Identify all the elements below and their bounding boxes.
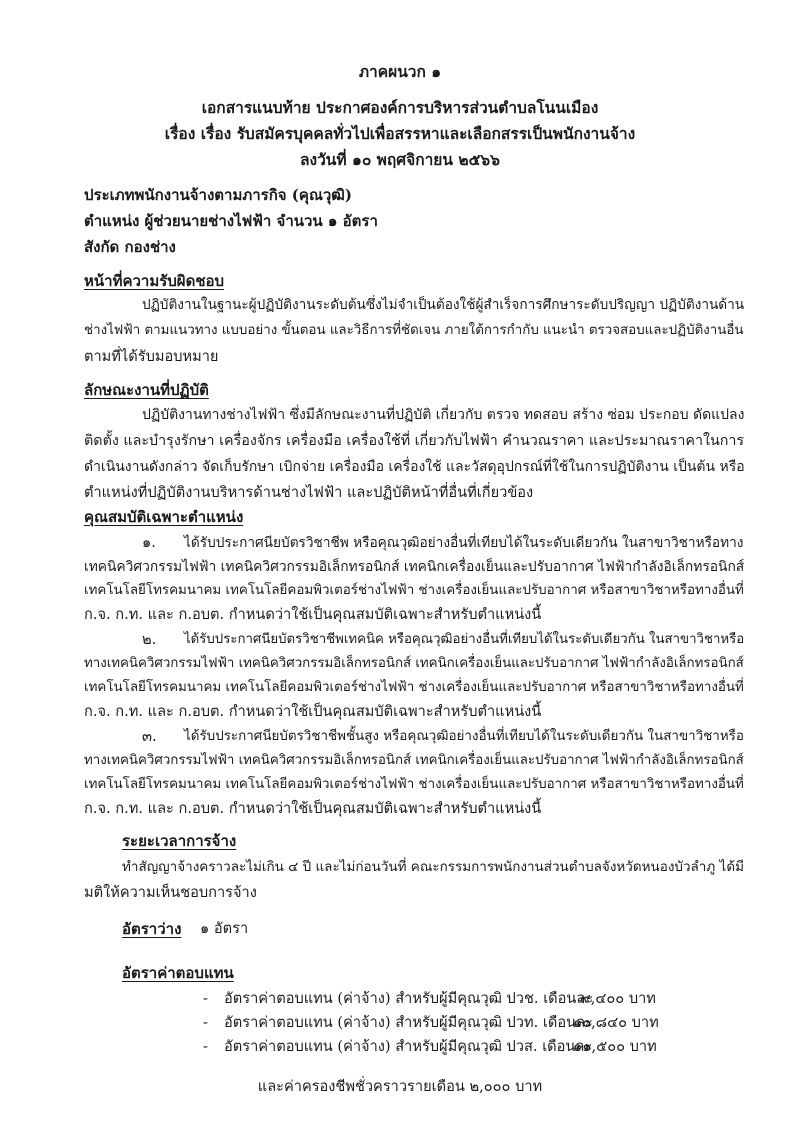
compensation-amount: ๑๑,๕๐๐ บาท bbox=[573, 1038, 657, 1055]
responsibilities-heading: หน้าที่ความรับผิดชอบ bbox=[84, 272, 225, 290]
qualification-line: ก.จ. ก.ท. และ ก.อบต. กำหนดว่าใช้เป็นคุณสมบัติเฉพาะสำหรับตำแหน่งนี้ bbox=[84, 703, 542, 720]
header-line-2: เอกสารแนบท้าย ประกาศองค์การบริหารส่วนตำบลโนนเมือง bbox=[201, 98, 599, 117]
vacancy-heading: อัตราว่าง bbox=[122, 920, 182, 938]
qualification-line: ทางเทคนิควิศวกรรมไฟฟ้า เทคนิควิศวกรรมอิเล็กทรอนิกส์ เทคนิกเครื่องเย็นและปรับอากาศ ไฟฟ้ากำลังอิเล็กทรอนิกส์ bbox=[84, 656, 744, 671]
qualification-line: ทางเทคนิควิศวกรรมไฟฟ้า เทคนิควิศวกรรมอิเล็กทรอนิกส์ เทคนิกเครื่องเย็นและปรับอากาศ ไฟฟ้ากำลังอิเล็กทรอนิกส์ bbox=[84, 753, 744, 768]
vacancy-value: ๑ อัตรา bbox=[200, 920, 249, 937]
compensation-item: อัตราค่าตอบแทน (ค่าจ้าง) สำหรับผู้มีคุณวุฒิ ปวท. เดือนละ bbox=[224, 1014, 593, 1031]
qualification-number: ๑. bbox=[142, 534, 156, 551]
period-line: มติให้ความเห็นชอบการจ้าง bbox=[84, 884, 257, 901]
annex-title: ภาคผนวก ๑ bbox=[358, 62, 442, 81]
qualification-line: เทคโนโลยีโทรคมนาคม เทคโนโลยีคอมพิวเตอร์ช่างไฟฟ้า ช่างเครื่องเย็นและปรับอากาศ หรือสาขาวิชาหรือทางอื่นที่ bbox=[84, 777, 744, 792]
qualification-line: ได้รับประกาศนียบัตรวิชาชีพชั้นสูง หรือคุณวุฒิอย่างอื่นที่เทียบได้ในระดับเดียวกัน ในสาขาวิชาหรือ bbox=[184, 729, 744, 744]
responsibilities-line: ปฏิบัติงานในฐานะผู้ปฏิบัติงานระดับต้นซึ่งไม่จำเป็นต้องใช้ผู้สำเร็จการศึกษาระดับปริญญา ปฏิบัติงานด้าน bbox=[142, 297, 745, 313]
qualification-line: ได้รับประกาศนียบัตรวิชาชีพ หรือคุณวุฒิอย่างอื่นที่เทียบได้ในระดับเดียวกัน ในสาขาวิชาหรือทาง bbox=[184, 535, 744, 551]
header-line-3: เรื่อง เรื่อง รับสมัครบุคคลทั่วไปเพื่อสรรหาและเลือกสรรเป็นพนักงานจ้าง bbox=[164, 124, 636, 143]
qualification-line: ได้รับประกาศนียบัตรวิชาชีพเทคนิค หรือคุณวุฒิอย่างอื่นที่เทียบได้ในระดับเดียวกัน ในสาขาวิชาหรือ bbox=[184, 632, 745, 647]
compensation-dash: - bbox=[203, 1014, 208, 1031]
compensation-dash: - bbox=[203, 990, 208, 1007]
qualification-line: เทคนิควิศวกรรมไฟฟ้า เทคนิควิศวกรรมอิเล็กทรอนิกส์ เทคนิกเครื่องเย็นและปรับอากาศ ไฟฟ้ากำลังอิเล็กทรอนิกส์ bbox=[84, 559, 745, 575]
position-department: สังกัด กองช่าง bbox=[84, 238, 176, 256]
duties-line: ตำแหน่งที่ปฏิบัติงานบริหารด้านช่างไฟฟ้า และปฏิบัติหน้าที่อื่นที่เกี่ยวข้อง bbox=[84, 484, 534, 501]
header-line-4: ลงวันที่ ๑๐ พฤศจิกายน ๒๕๖๖ bbox=[300, 150, 500, 169]
compensation-dash: - bbox=[203, 1038, 208, 1055]
period-heading: ระยะเวลาการจ้าง bbox=[122, 832, 237, 850]
qualification-number: ๒. bbox=[142, 631, 157, 648]
qualification-line: ก.จ. ก.ท. และ ก.อบต. กำหนดว่าใช้เป็นคุณสมบัติเฉพาะสำหรับตำแหน่งนี้ bbox=[84, 606, 542, 623]
qualification-number: ๓. bbox=[142, 728, 157, 745]
responsibilities-line: ตามที่ได้รับมอบหมาย bbox=[84, 348, 219, 365]
position-type: ประเภทพนักงานจ้างตามภารกิจ (คุณวุฒิ) bbox=[84, 186, 352, 204]
qualifications-heading: คุณสมบัติเฉพาะตำแหน่ง bbox=[84, 508, 244, 526]
compensation-amount: ๑๐,๘๔๐ บาท bbox=[573, 1014, 659, 1031]
position-title: ตำแหน่ง ผู้ช่วยนายช่างไฟฟ้า จำนวน ๑ อัตรา bbox=[84, 212, 378, 230]
cost-of-living-note: และค่าครองชีพชั่วคราวรายเดือน ๒,๐๐๐ บาท bbox=[257, 1078, 543, 1095]
compensation-amount: ๙,๔๐๐ บาท bbox=[580, 990, 656, 1007]
qualification-line: เทคโนโลยีโทรคมนาคม เทคโนโลยีคอมพิวเตอร์ช่างไฟฟ้า ช่างเครื่องเย็นและปรับอากาศ หรือสาขาวิชาหรือทางอื่นที่ bbox=[84, 680, 744, 695]
compensation-heading: อัตราค่าตอบแทน bbox=[122, 964, 234, 982]
responsibilities-line: ช่างไฟฟ้า ตามแนวทาง แบบอย่าง ขั้นตอน และวิธีการที่ชัดเจน ภายใต้การกำกับ แนะนำ ตรวจสอบและปฏิบัติงานอื่น bbox=[84, 323, 744, 338]
duties-line: ติดตั้ง และบำรุงรักษา เครื่องจักร เครื่องมือ เครื่องใช้ที่ เกี่ยวกับไฟฟ้า คำนวณราคา และประมาณราคาในการ bbox=[84, 433, 745, 449]
qualification-line: ก.จ. ก.ท. และ ก.อบต. กำหนดว่าใช้เป็นคุณสมบัติเฉพาะสำหรับตำแหน่งนี้ bbox=[84, 800, 542, 817]
period-line: ทำสัญญาจ้างคราวละไม่เกิน ๔ ปี และไม่ก่อนวันที่ คณะกรรมการพนักงานส่วนตำบลจังหวัดหนองบัวลำภู ได้มี bbox=[122, 859, 744, 875]
compensation-item: อัตราค่าตอบแทน (ค่าจ้าง) สำหรับผู้มีคุณวุฒิ ปวช. เดือนละ bbox=[224, 990, 594, 1007]
qualification-line: เทคโนโลยีโทรคมนาคม เทคโนโลยีคอมพิวเตอร์ช่างไฟฟ้า ช่างเครื่องเย็นและปรับอากาศ หรือสาขาวิชาหรือทางอื่นที่ bbox=[84, 583, 744, 598]
duties-line: ปฏิบัติงานทางช่างไฟฟ้า ซึ่งมีลักษณะงานที่ปฏิบัติ เกี่ยวกับ ตรวจ ทดสอบ สร้าง ซ่อม ประกอบ ดัดแปลง bbox=[142, 407, 745, 423]
duties-line: ดำเนินงานดังกล่าว จัดเก็บรักษา เบิกจ่าย เครื่องมือ เครื่องใช้ และวัสดุอุปกรณ์ที่ใช้ในการปฏิบัติงาน เป็นต้น หรือ bbox=[84, 459, 745, 475]
duties-heading: ลักษณะงานที่ปฏิบัติ bbox=[84, 381, 209, 399]
compensation-item: อัตราค่าตอบแทน (ค่าจ้าง) สำหรับผู้มีคุณวุฒิ ปวส. เดือนละ bbox=[224, 1038, 593, 1055]
